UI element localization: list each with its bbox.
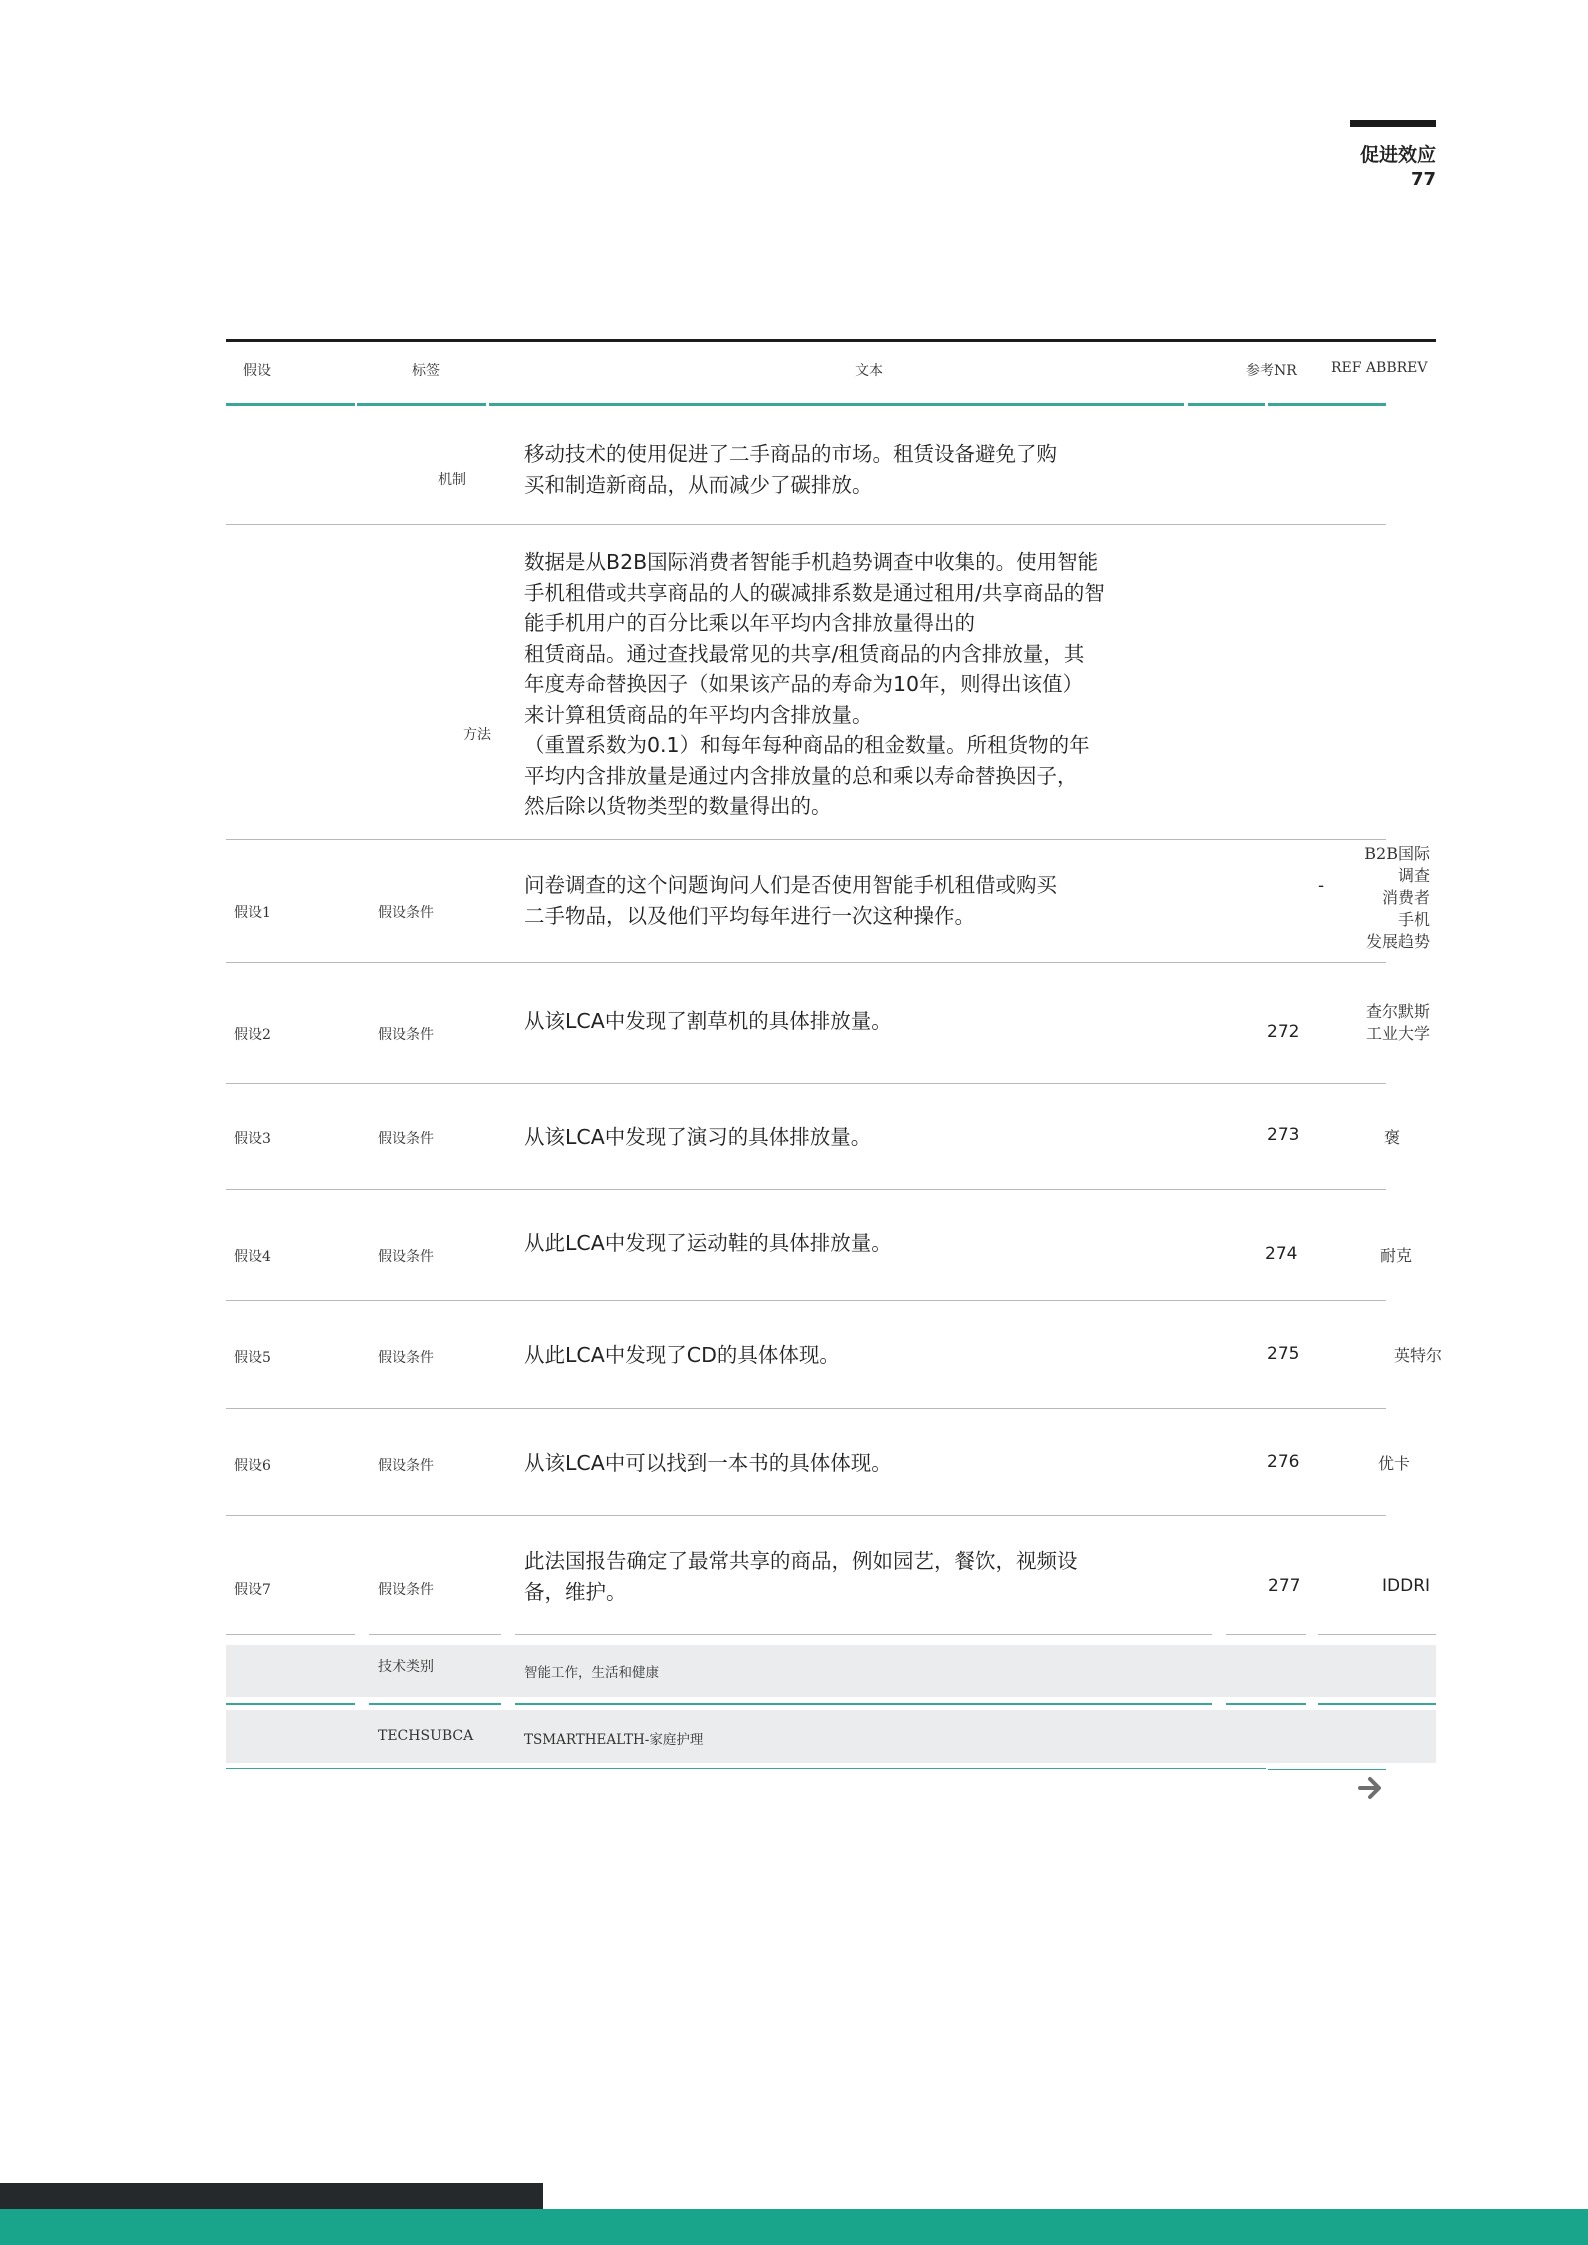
band-divider: [226, 1703, 355, 1705]
header-underline: [226, 403, 355, 406]
row-hypothesis: 假设6: [234, 1458, 271, 1474]
footer-teal-bar: [0, 2209, 1588, 2245]
row-divider: [226, 1515, 1386, 1516]
row-ref-abbrev: 英特尔: [1394, 1346, 1443, 1365]
row-ref-nr: 273: [1267, 1125, 1300, 1145]
row-divider: [226, 524, 1386, 525]
row-label: 假设条件: [378, 1458, 434, 1474]
band-divider: [515, 1703, 1212, 1705]
row-divider: [226, 962, 1386, 963]
row-hypothesis: 假设2: [234, 1027, 271, 1043]
tech-subcategory-label: TECHSUBCA: [378, 1728, 474, 1744]
column-header-label: 标签: [412, 363, 440, 379]
row-ref-nr: -: [1318, 876, 1325, 896]
row-text: 从该LCA中可以找到一本书的具体体现。: [524, 1451, 892, 1475]
column-header-hypothesis: 假设: [243, 363, 271, 379]
row-hypothesis: 假设5: [234, 1350, 271, 1366]
row-divider: [515, 1634, 1212, 1635]
row-text: 从该LCA中发现了演习的具体排放量。: [524, 1125, 872, 1149]
row-divider: [1226, 1634, 1306, 1635]
row-ref-abbrev: 耐克: [1380, 1246, 1413, 1265]
band-divider: [1226, 1703, 1306, 1705]
row-divider: [226, 1189, 1386, 1190]
row-text: 移动技术的使用促进了二手商品的市场。租赁设备避免了购 买和制造新商品，从而减少了碳排放。: [524, 442, 1057, 497]
column-header-ref-nr: 参考NR: [1246, 363, 1297, 379]
row-label: 假设条件: [378, 1131, 434, 1147]
row-ref-nr: 276: [1267, 1452, 1300, 1472]
row-label: 假设条件: [378, 1027, 434, 1043]
column-header-text: 文本: [855, 363, 883, 379]
arrow-right-icon[interactable]: [1356, 1773, 1386, 1803]
header-rule: [1350, 120, 1436, 127]
row-divider: [226, 839, 1386, 840]
row-hypothesis: 假设1: [234, 905, 271, 921]
footer-dark-bar: [0, 2183, 543, 2209]
row-ref-nr: 275: [1267, 1344, 1300, 1364]
row-text: 数据是从B2B国际消费者智能手机趋势调查中收集的。使用智能 手机租借或共享商品的人的碳减排系数是通过租用/共享商品的智 能手机用户的百分比乘以年平均内含排放量得出的 租赁商品。通过查找最常见的共享/租赁商品的内含排放量，其 年度寿命替换因子（如果该产品的寿命为10年，则得出该值） 来计算租赁商品的年平均内含排放量。 （重置系数为0.1）和每年每种商品的租金数量。所租货物的年 平均内含排放量是通过内含排放量的总和乘以寿命替换因子， 然后除以货物类型的数量得出的。: [524, 550, 1105, 818]
row-label: 假设条件: [378, 905, 434, 921]
row-divider: [369, 1634, 501, 1635]
band-divider: [1318, 1703, 1436, 1705]
row-divider: [226, 1634, 355, 1635]
row-label: 假设条件: [378, 1582, 434, 1598]
column-header-ref-abbrev: REF ABBREV: [1331, 360, 1428, 376]
table-bottom-rule: [1268, 1769, 1386, 1770]
row-ref-abbrev: IDDRI: [1382, 1576, 1431, 1596]
row-text: 从该LCA中发现了割草机的具体排放量。: [524, 1009, 892, 1033]
table-bottom-rule: [226, 1768, 1266, 1769]
row-hypothesis: 假设3: [234, 1131, 271, 1147]
table-top-rule: [226, 339, 1436, 342]
row-text: 从此LCA中发现了运动鞋的具体排放量。: [524, 1231, 892, 1255]
row-ref-abbrev: 优卡: [1378, 1454, 1411, 1473]
header-underline: [1268, 403, 1386, 406]
header-underline: [357, 403, 486, 406]
row-label: 方法: [463, 727, 491, 743]
tech-category-label: 技术类别: [378, 1659, 434, 1675]
row-hypothesis: 假设4: [234, 1249, 271, 1265]
row-label: 假设条件: [378, 1249, 434, 1265]
header-underline: [1188, 403, 1265, 406]
tech-subcategory-value: TSMARTHEALTH-家庭护理: [524, 1732, 704, 1748]
row-divider: [1318, 1634, 1436, 1635]
row-hypothesis: 假设7: [234, 1582, 271, 1598]
row-text: 问卷调查的这个问题询问人们是否使用智能手机租借或购买 二手物品，以及他们平均每年进行一次这种操作。: [524, 873, 1057, 928]
row-ref-nr: 277: [1268, 1576, 1301, 1596]
row-text: 从此LCA中发现了CD的具体体现。: [524, 1343, 840, 1367]
row-text: 此法国报告确定了最常共享的商品，例如园艺，餐饮，视频设 备，维护。: [524, 1549, 1078, 1604]
header-underline: [489, 403, 1184, 406]
row-label: 机制: [438, 472, 466, 488]
section-title: 促进效应: [1359, 144, 1436, 166]
row-ref-nr: 274: [1265, 1244, 1298, 1264]
row-ref-abbrev: 查尔默斯 工业大学: [1365, 1002, 1430, 1043]
row-divider: [226, 1083, 1386, 1084]
row-divider: [226, 1408, 1386, 1409]
page-number: 77: [1410, 169, 1436, 190]
row-ref-abbrev: 褒: [1383, 1128, 1400, 1147]
tech-category-value: 智能工作，生活和健康: [524, 1665, 659, 1681]
row-ref-nr: 272: [1267, 1022, 1300, 1042]
band-divider: [369, 1703, 501, 1705]
row-label: 假设条件: [378, 1350, 434, 1366]
row-ref-abbrev: B2B国际 调查 消费者 手机 发展趋势: [1364, 844, 1430, 951]
row-divider: [226, 1300, 1386, 1301]
